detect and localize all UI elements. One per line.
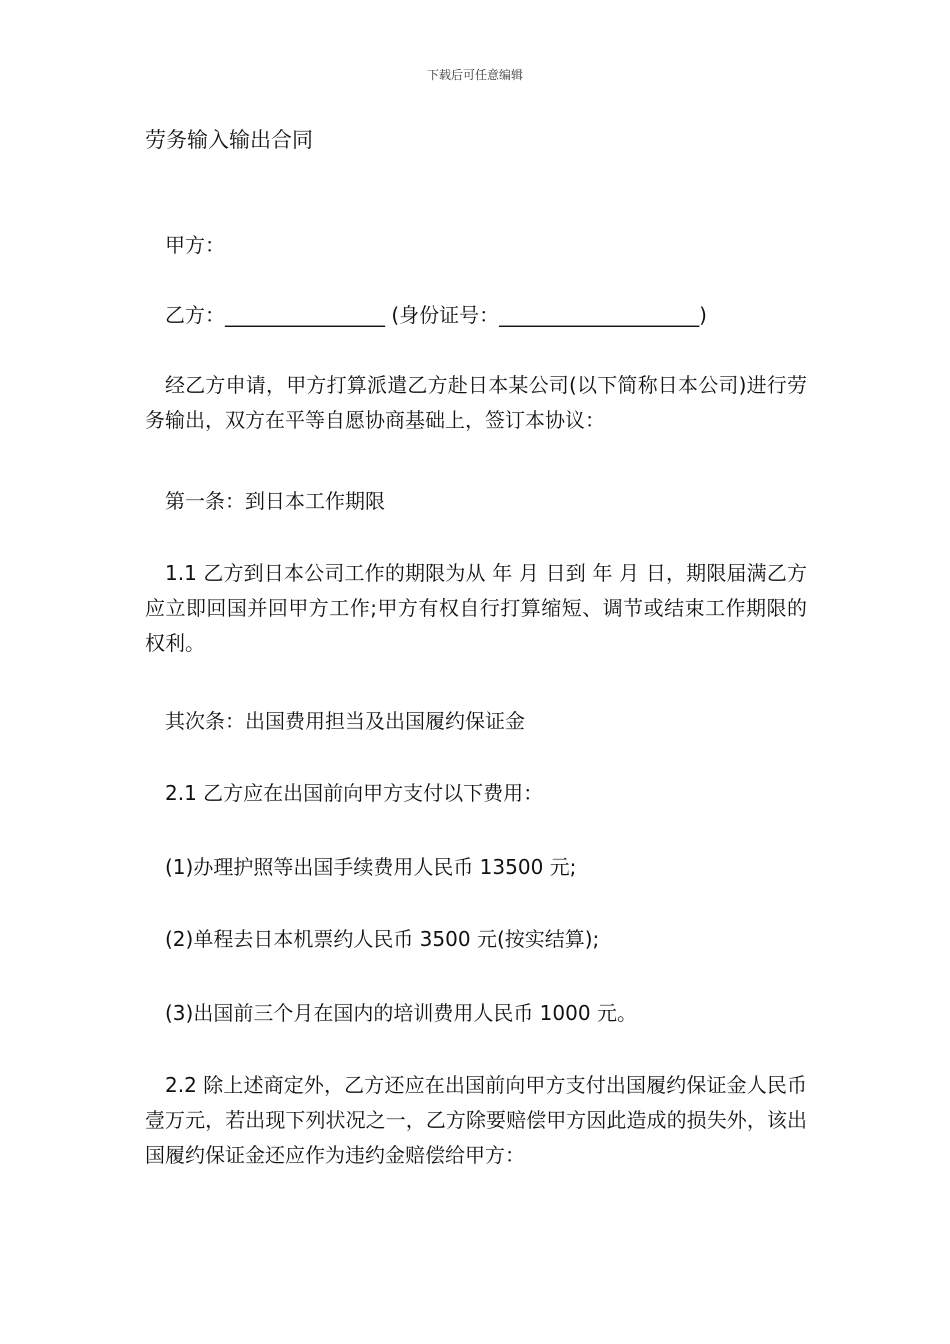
- clause-2-1: 2.1 乙方应在出国前向甲方支付以下费用：: [165, 781, 544, 805]
- fee-item-2: (2)单程去日本机票约人民币 3500 元(按实结算);: [165, 927, 600, 951]
- article-2-heading: 其次条：出国费用担当及出国履约保证金: [165, 709, 525, 733]
- clause-1-1: 1.1 乙方到日本公司工作的期限为从 年 月 日到 年 月 日，期限届满乙方应立即回国并回甲方工作;甲方有权自行打算缩短、调节或结束工作期限的权利。: [145, 561, 807, 655]
- clause-2-2: 2.2 除上述商定外，乙方还应在出国前向甲方支付出国履约保证金人民币壹万元，若出现下列状况之一，乙方除要赔偿甲方因此造成的损失外，该出国履约保证金还应作为违约金赔偿给甲方：: [145, 1073, 807, 1167]
- party-b-line: 乙方：________________ (身份证号：____________________): [165, 303, 707, 327]
- article-1-heading: 第一条：到日本工作期限: [165, 489, 385, 513]
- intro-paragraph: 经乙方申请，甲方打算派遣乙方赴日本某公司(以下简称日本公司)进行劳务输出，双方在平等自愿协商基础上，签订本协议：: [145, 373, 807, 432]
- page-header-note: 下载后可任意编辑: [426, 68, 523, 82]
- fee-item-3: (3)出国前三个月在国内的培训费用人民币 1000 元。: [165, 1001, 637, 1025]
- party-a-line: 甲方：: [165, 233, 225, 257]
- fee-item-1: (1)办理护照等出国手续费用人民币 13500 元;: [165, 855, 577, 879]
- document-title: 劳务输入输出合同: [145, 128, 313, 152]
